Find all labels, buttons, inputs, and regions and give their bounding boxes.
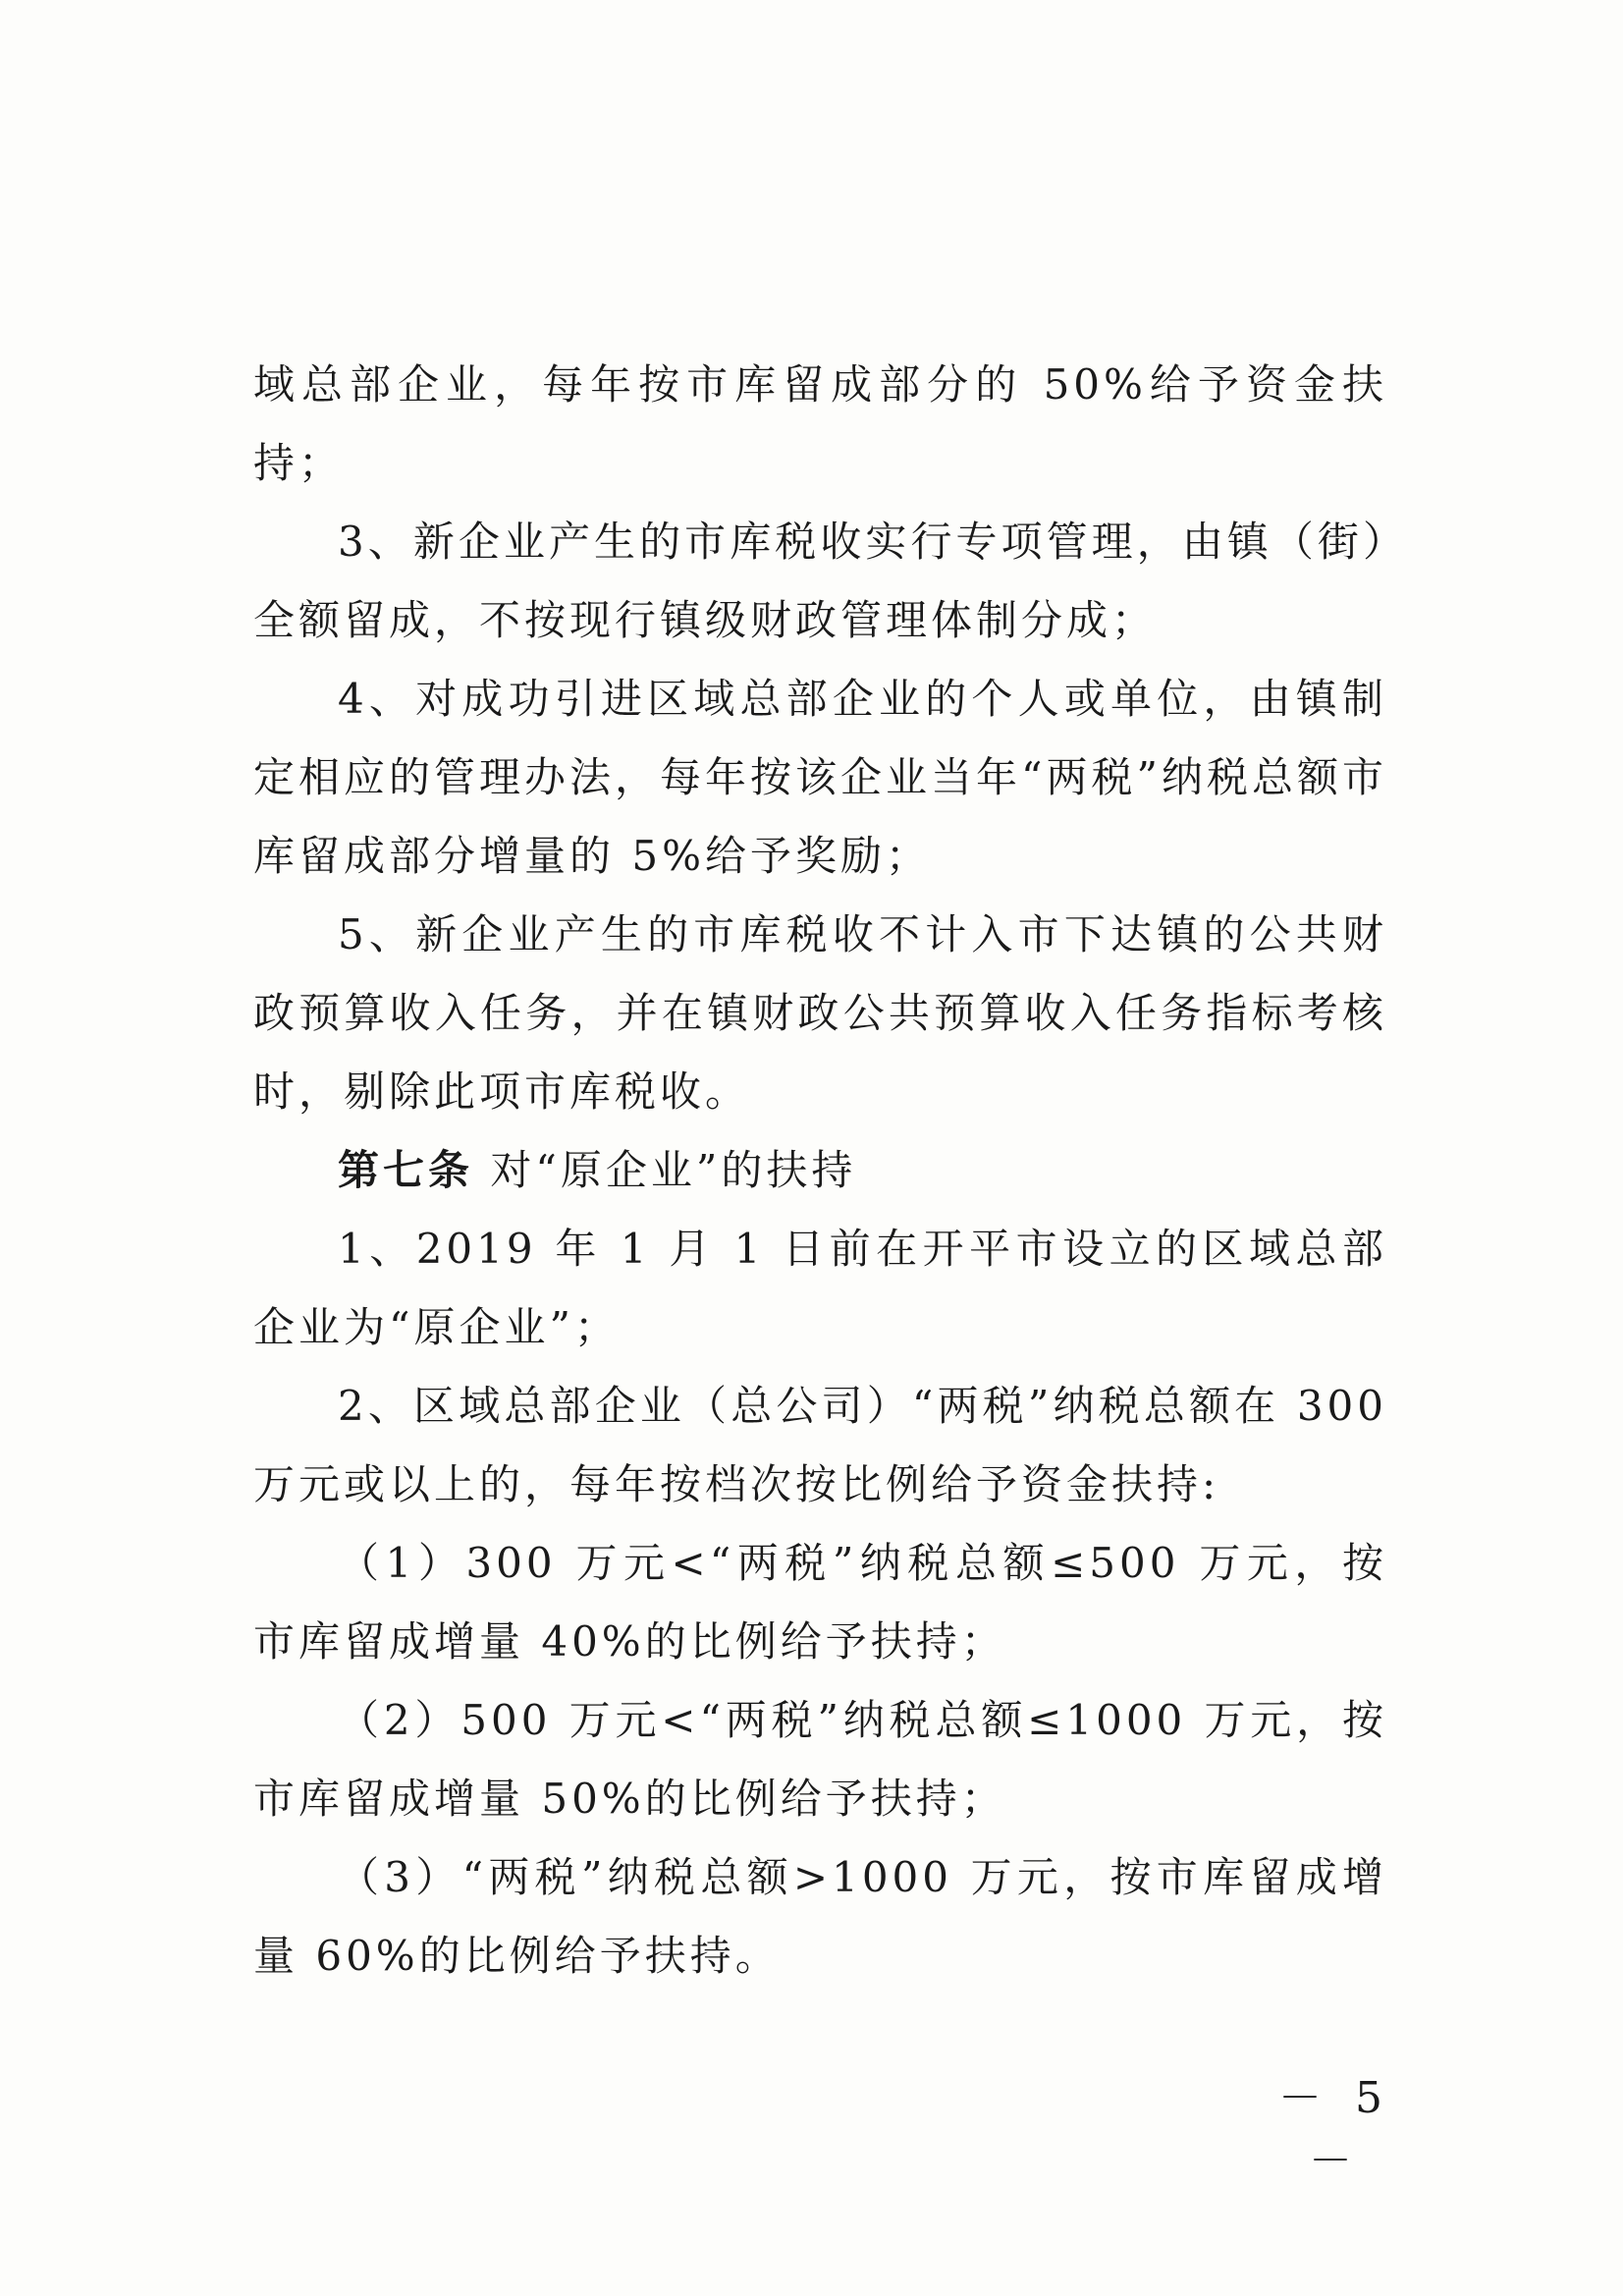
paragraph: 4、对成功引进区域总部企业的个人或单位，由镇制定相应的管理办法，每年按该企业当年“两税”纳税总额市库留成部分增量的 5%给予奖励；: [253, 675, 1387, 880]
article-label: 第七条: [338, 1146, 474, 1194]
paragraph: （3）“两税”纳税总额>1000 万元，按市库留成增量 60%的比例给予扶持。: [253, 1853, 1387, 1980]
paragraph: （2）500 万元<“两税”纳税总额≤1000 万元，按市库留成增量 50%的比例给予扶持；: [253, 1696, 1387, 1823]
paragraph: 1、2019 年 1 月 1 日前在开平市设立的区域总部企业为“原企业”；: [253, 1225, 1387, 1351]
article-heading: [253, 1131, 1387, 1210]
paragraph: （1）300 万元<“两税”纳税总额≤500 万元，按市库留成增量 40%的比例给予扶持；: [253, 1539, 1387, 1666]
paragraph: 2、区域总部企业（总公司）“两税”纳税总额在 300 万元或以上的，每年按档次按比例给予资金扶持:: [253, 1382, 1387, 1508]
paragraph: 域总部企业，每年按市库留成部分的 50%给予资金扶持；: [253, 360, 1387, 487]
article-title: 对“原企业”的扶持: [490, 1146, 857, 1194]
paragraph: 3、新企业产生的市库税收实行专项管理，由镇（街）全额留成，不按现行镇级财政管理体制分成；: [253, 518, 1387, 644]
page-number: － 5 －: [1278, 2073, 1392, 2186]
document-body: [253, 346, 1387, 1995]
paragraph: 5、新企业产生的市库税收不计入市下达镇的公共财政预算收入任务，并在镇财政公共预算收入任务指标考核时，剔除此项市库税收。: [253, 910, 1387, 1116]
